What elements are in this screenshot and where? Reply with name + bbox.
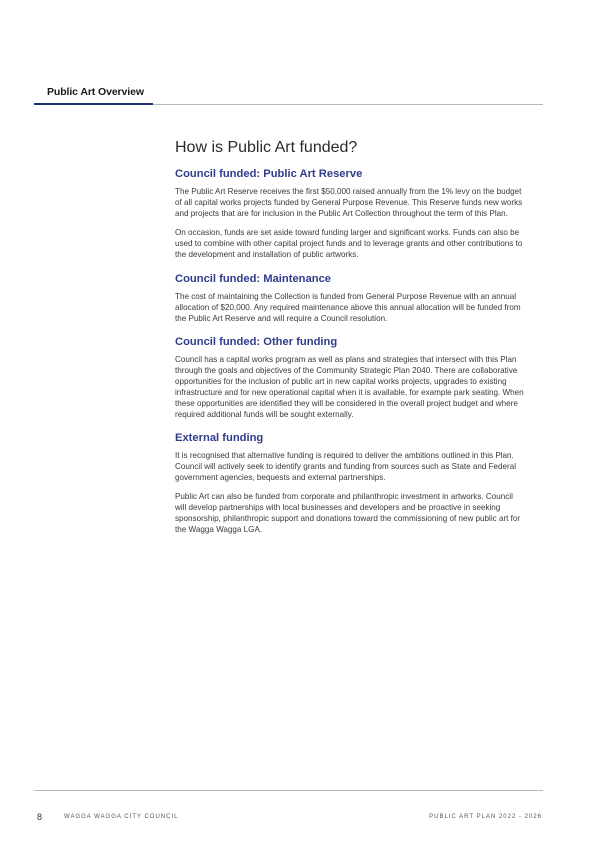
header-rule — [153, 104, 543, 105]
page-number: 8 — [37, 812, 43, 822]
section-heading: External funding — [175, 432, 264, 444]
section-public-art-reserve — [175, 167, 525, 260]
section-heading: Council funded: Other funding — [175, 336, 338, 348]
section-heading: Council funded: Public Art Reserve — [175, 168, 363, 180]
footer-organisation: WAGGA WAGGA CITY COUNCIL — [64, 814, 179, 820]
paragraph: Council has a capital works program as well as plans and strategies that intersect with this Plan through the goals and objectives of the Community Strategic Plan 2040. There are collaborative opportunities for the inclusion of public art in new capital works projects, upgrades to existing infrastructure and for new operational capital when it is available, for example park seating. When these opportunities are identified they will be considered in the overall project budget and where required additional funds will be sought externally. — [175, 355, 524, 419]
paragraph: Public Art can also be funded from corporate and philanthropic investment in artworks. Council will develop partnerships with local businesses and developers and be proactive in seeking sponsorship, philanthropic support and donations toward the commissioning of new public art for the Wagga Wagga LGA. — [175, 492, 521, 534]
section-heading: Council funded: Maintenance — [175, 273, 332, 285]
section-label: Public Art Overview — [47, 86, 144, 98]
section-external-funding — [175, 431, 525, 535]
paragraph: On occasion, funds are set aside toward funding larger and significant works. Funds can also be used to combine with other capital project funds and to leverage grants and other contributions to the development and installation of public artworks. — [175, 228, 523, 259]
header-rule-accent — [34, 103, 153, 105]
main-content — [175, 138, 525, 546]
page-title: How is Public Art funded? — [175, 139, 358, 156]
section-maintenance — [175, 272, 525, 324]
paragraph: The cost of maintaining the Collection is funded from General Purpose Revenue with an annual allocation of $20,000. Any required maintenance above this annual allocation will be funded from the Public Art Reserve and will require a Council resolution. — [175, 292, 521, 323]
footer-document-title: PUBLIC ART PLAN 2022 - 2026 — [429, 814, 542, 820]
section-other-funding — [175, 335, 525, 420]
paragraph: The Public Art Reserve receives the first $50,000 raised annually from the 1% levy on the budget of all capital works projects funded by General Purpose Revenue. This Reserve funds new works and projects that are for inclusion in the Public Art Collection throughout the term of this Plan. — [175, 187, 523, 218]
paragraph: It is recognised that alternative funding is required to deliver the ambitions outlined in this Plan. Council will actively seek to identify grants and funding from sources such as State and Federal government agencies, bequests and external partnerships. — [175, 451, 517, 482]
footer-rule — [34, 790, 543, 791]
